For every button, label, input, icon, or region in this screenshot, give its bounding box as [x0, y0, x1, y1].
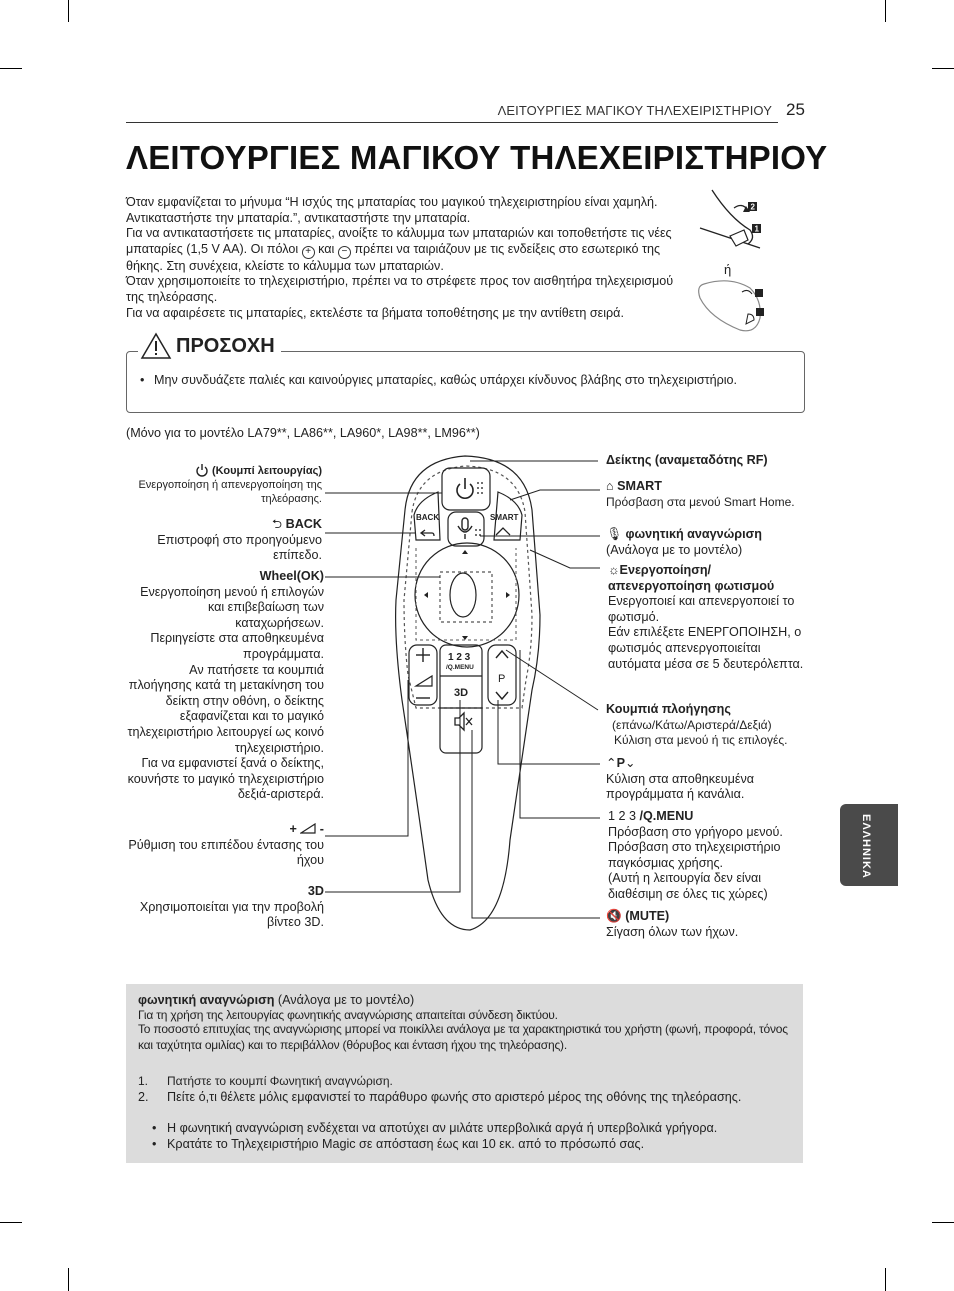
page-title: ΛΕΙΤΟΥΡΓΙΕΣ ΜΑΓΙΚΟΥ ΤΗΛΕΧΕΙΡΙΣΤΗΡΙΟΥ [126, 139, 828, 176]
voice-title: φωνητική αναγνώριση [625, 527, 762, 541]
mic-icon [458, 518, 472, 539]
chevron-down-icon: ⌄ [624, 756, 636, 770]
bullet-text: Κρατάτε το Τηλεχειριστήριο Magic σε απόσταση έως και 10 εκ. από το πρόσωπό σας. [167, 1137, 645, 1151]
step-2-badge: 2 [750, 202, 755, 212]
q-title: /Q.MENU [639, 809, 694, 823]
power-icon [195, 463, 209, 477]
step-number: 2. [138, 1090, 149, 1104]
light-title: Ενεργοποίηση/ απενεργοποίηση φωτισμού [608, 563, 775, 593]
chevron-up-icon: ⌃ [606, 756, 617, 770]
bullet-text: Η φωνητική αναγνώριση ενδέχεται να αποτύχει αν μιλάτε υπερβολικά αργά ή υπερβολικά γρήγορα. [167, 1121, 718, 1135]
mute-callout [606, 909, 806, 940]
wheel-desc: Για να εμφανιστεί ξανά ο δείκτης, κουνήστε το μαγικό τηλεχειριστήριο δεξιά-αριστερά. [127, 756, 324, 802]
wheel-highlight [440, 572, 492, 622]
crop-mark [0, 68, 22, 69]
crop-mark [885, 0, 886, 22]
step-text: Πατήστε το κουμπί Φωνητική αναγνώριση. [167, 1074, 393, 1088]
volume-icon [300, 823, 316, 834]
navigation-ring[interactable] [415, 543, 519, 647]
vol-desc: Ρύθμιση του επιπέδου έντασης του ήχου [128, 837, 324, 868]
wheel-desc: Περιηγείστε στα αποθηκευμένα προγράμματα. [150, 631, 324, 661]
mute-icon: 🔇 [606, 909, 622, 923]
vol-minus: - [319, 822, 324, 836]
back-label: BACK [416, 513, 440, 522]
q-desc: Πρόσβαση στο τηλεχειριστήριο παγκόσμιας χρήσης. [608, 840, 781, 870]
crop-mark [0, 1222, 22, 1223]
back-arrow-icon [421, 530, 434, 536]
intro-line: Για να αφαιρέσετε τις μπαταρίες, εκτελέστε τα βήματα τοποθέτησης με την αντίθετη σειρά. [126, 305, 624, 320]
intro-line: Όταν εμφανίζεται το μήνυμα “Η ισχύς της μπαταρίας του μαγικού τηλεχειριστηρίου είναι χαμηλή. Αντικαταστήστε την μπαταρία.”, αντικαταστήστε την μπαταρία. [126, 195, 658, 225]
voice-box-line: Για τη χρήση της λειτουργίας φωνητικής αναγνώρισης απαιτείται σύνδεση δικτύου. [138, 1008, 558, 1022]
wheel-ok-button[interactable] [450, 573, 476, 617]
magic-remote-illustration [300, 440, 640, 960]
voice-button[interactable] [448, 512, 484, 546]
nav-arrows-icon [424, 550, 510, 640]
crop-mark [932, 68, 954, 69]
back-label-callout [122, 517, 322, 564]
qmenu-callout [608, 809, 808, 903]
nav-desc: Κύλιση στα μενού ή τις επιλογές. [614, 733, 788, 748]
q-num: 1 2 3 [608, 809, 637, 823]
caution-body: Μην συνδυάζετε παλιές και καινούργιες μπαταρίες, καθώς υπάρχει κίνδυνος βλάβης στο τηλεχειριστήριο. [154, 373, 738, 387]
back-title: BACK [285, 517, 322, 531]
minus-pole-icon: − [338, 246, 351, 259]
mute-title: (MUTE) [625, 909, 670, 923]
power-desc: Ενεργοποίηση ή απενεργοποίηση της τηλεόρασης. [138, 479, 322, 505]
voice-box-line: Το ποσοστό επιτυχίας της αναγνώρισης μπορεί να ποικίλλει ανάλογα με τα χαρακτηριστικά του χρήστη (φωνή, προφορά, τόνος και ταχύτητα ομιλίας) και το περιβάλλον (θόρυβος και ένταση ήχου της τηλεόρασης). [138, 1022, 788, 1052]
mute-desc: Σίγαση όλων των ήχων. [606, 924, 739, 939]
language-tab-label: ΕΛΛΗΝΙΚΑ [860, 814, 872, 879]
qmenu-label: /Q.MENU [446, 664, 474, 671]
mute-icon [455, 713, 472, 730]
nav-callout [606, 702, 816, 749]
voice-bullet [152, 1137, 802, 1153]
wheel-label [124, 569, 324, 803]
three-d-callout [124, 884, 324, 931]
model-note: (Μόνο για το μοντέλο LA79**, LA86**, LA960*, LA98**, LM96**) [126, 426, 480, 440]
q-desc: Πρόσβαση στο γρήγορο μενού. [608, 824, 783, 839]
page-number: 25 [786, 100, 805, 119]
power-title: (Κουμπί λειτουργίας) [212, 465, 322, 477]
wheel-title: Wheel(OK) [259, 569, 324, 583]
back-arrow-icon: ⮌ [272, 517, 283, 531]
crop-mark [68, 1268, 69, 1291]
power-icon [457, 478, 473, 498]
power-button[interactable] [442, 468, 490, 510]
crop-mark [885, 1268, 886, 1291]
step-1-badge: 1 [754, 224, 759, 234]
nav-title: Κουμπιά πλοήγησης [606, 702, 731, 716]
smart-label: SMART [490, 513, 519, 522]
step-text: Πείτε ό,τι θέλετε μόλις εμφανιστεί το παράθυρο φωνής στο αριστερό μέρος της οθόνης της τηλεόρασης. [167, 1090, 742, 1104]
p-callout [606, 756, 806, 803]
num-label: 1 2 3 [448, 652, 471, 663]
voice-box-note: (Ανάλογα με το μοντέλο) [277, 993, 415, 1007]
voice-desc: (Ανάλογα με το μοντέλο) [606, 542, 743, 557]
wheel-desc: Αν πατήσετε τα κουμπιά πλοήγησης κατά τη μετακίνηση του δείκτη στην οθόνη, ο δείκτης εξαφανίζεται και το μαγικό τηλεχειριστήριο λειτουργεί ως κοινό τηλεχειριστήριο. [127, 662, 324, 755]
channel-up-icon [496, 651, 508, 658]
voice-callout [606, 527, 806, 558]
p-desc: Κύλιση στα αποθηκευμένα προγράμματα ή κανάλια. [606, 771, 755, 802]
plus-pole-icon: + [302, 246, 315, 259]
back-desc: Επιστροφή στο προηγούμενο επίπεδο. [157, 532, 322, 563]
q-desc: (Αυτή η λειτουργία δεν είναι διαθέσιμη σε όλες τις χώρες) [608, 871, 768, 901]
three-d-label: 3D [454, 687, 469, 699]
home-icon: ⌂ [606, 479, 614, 493]
rf-label [606, 453, 806, 469]
channel-down-icon [496, 692, 508, 699]
header-rule [126, 122, 778, 123]
home-icon [496, 528, 510, 535]
warning-icon [140, 332, 172, 360]
intro-part: πρέπει να ταιριάζουν με τις ενδείξεις στο εσωτερικό της θήκης. Στη συνέχεια, κλείστε το κάλυμμα των μπαταριών. [126, 241, 661, 273]
three-d-title: 3D [307, 884, 324, 898]
crop-mark [68, 0, 69, 22]
intro-part: και [318, 241, 335, 256]
intro-line [126, 226, 686, 274]
bullet: • [152, 1121, 157, 1135]
smart-callout [606, 479, 806, 510]
voice-box-heading: φωνητική αναγνώριση [138, 993, 275, 1007]
three-d-desc: Χρησιμοποιείται για την προβολή βίντεο 3D. [139, 899, 324, 930]
light-desc: Ενεργοποιεί και απενεργοποιεί το φωτισμό. [608, 594, 795, 624]
caution-heading [138, 332, 281, 360]
step-number: 1. [138, 1074, 149, 1088]
vol-plus: + [289, 822, 297, 836]
voice-bullet [152, 1121, 802, 1137]
light-zone-outline [416, 548, 516, 640]
intro-part: Για να αντικαταστήσετε τις μπαταρίες, ανοίξτε το κάλυμμα των μπαταριών και τοποθετήστε τις νέες μπαταρίες (1,5 V AA). Οι πόλοι [126, 226, 672, 256]
caution-title: ΠΡΟΣΟΧΗ [176, 334, 275, 357]
volume-label [124, 822, 324, 869]
wheel-desc: Ενεργοποίηση μενού ή επιλογών και επιβεβαίωση των καταχωρήσεων. [140, 584, 324, 630]
volume-icon [416, 676, 432, 686]
battery-replacement-figure [690, 188, 790, 338]
power-label [122, 463, 322, 506]
smart-title: SMART [617, 479, 662, 493]
p-title: P [616, 756, 625, 770]
or-label: ή [724, 262, 732, 277]
light-zone-outline [404, 466, 532, 708]
caution-text [140, 373, 780, 389]
bullet: • [140, 373, 145, 387]
smart-desc: Πρόσβαση στα μενού Smart Home. [606, 494, 795, 509]
rf-title: Δείκτης (αναμεταδότης RF) [606, 453, 768, 467]
running-header: ΛΕΙΤΟΥΡΓΙΕΣ ΜΑΓΙΚΟΥ ΤΗΛΕΧΕΙΡΙΣΤΗΡΙΟΥ [497, 103, 772, 118]
voice-step [138, 1090, 758, 1106]
light-callout [608, 563, 808, 672]
voice-step [138, 1074, 788, 1090]
bullet: • [152, 1137, 157, 1151]
voice-box-title [138, 993, 414, 1009]
nav-sub: (επάνω/Κάτω/Αριστερά/Δεξιά) [612, 717, 772, 732]
mic-icon: 🎙 [606, 527, 622, 541]
crop-mark [932, 1222, 954, 1223]
p-label: P [498, 673, 506, 685]
intro-line: Όταν χρησιμοποιείτε το τηλεχειριστήριο, πρέπει να το στρέφετε προς τον αισθητήρα τηλεχειρισμού της τηλεόρασης. [126, 274, 674, 304]
language-tab [840, 804, 898, 886]
intro-text [126, 195, 686, 321]
light-desc: Εάν επιλέξετε ΕΝΕΡΓΟΠΟΙΗΣΗ, ο φωτισμός απενεργοποιείται αυτόματα μέσα σε 5 δευτερόλεπτα. [608, 625, 804, 671]
volume-plus-icon [416, 648, 430, 662]
light-icon: ☼ [608, 563, 620, 577]
